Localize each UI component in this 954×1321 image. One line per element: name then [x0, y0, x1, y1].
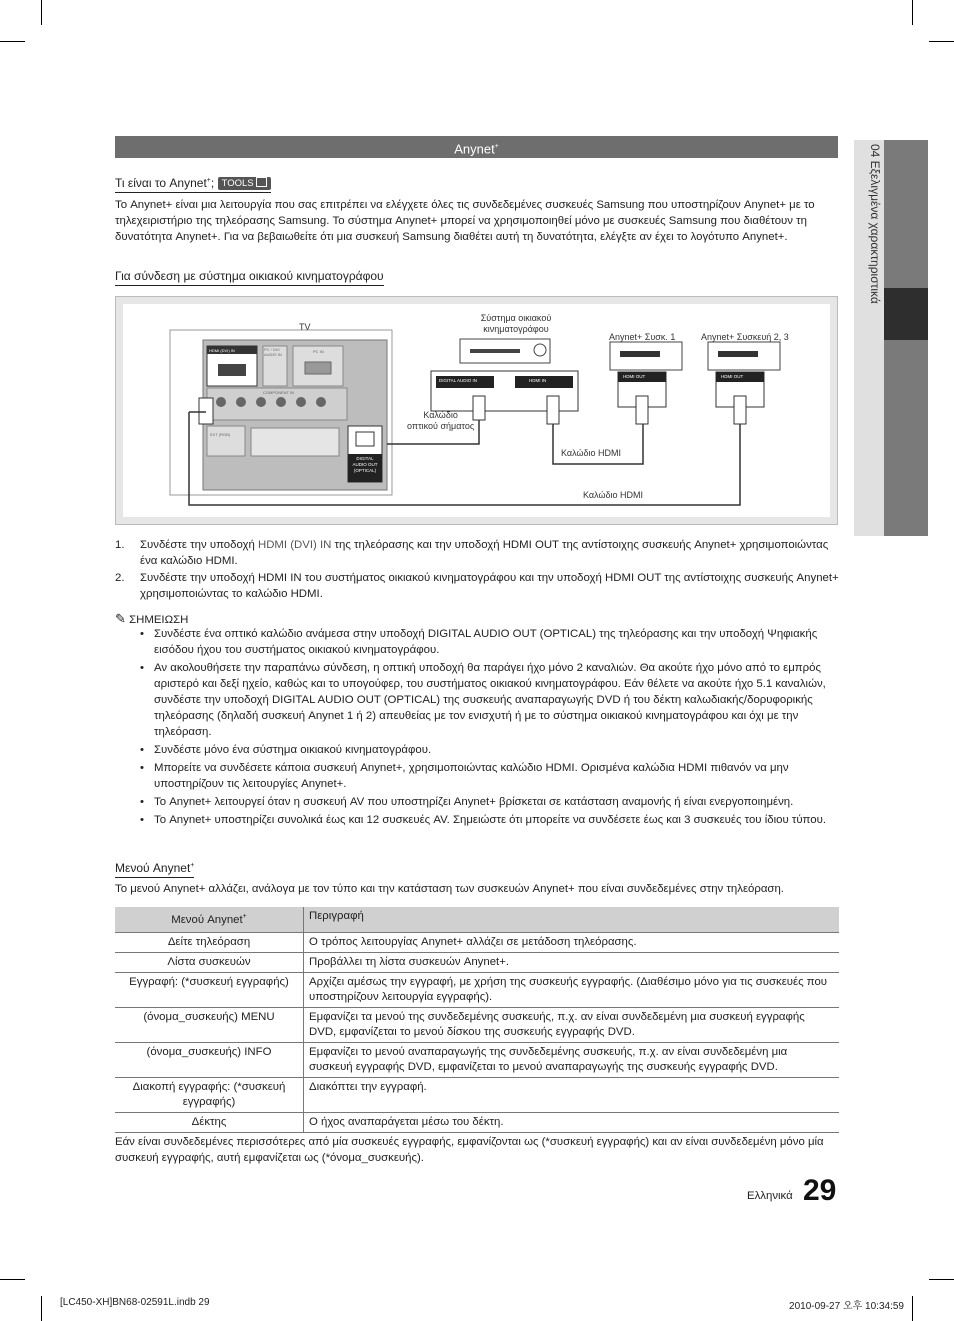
- tv-label: TV: [299, 322, 311, 332]
- menu-heading: Μενού Anynet+: [115, 861, 194, 878]
- hdmi-port-shape: [218, 364, 246, 376]
- note-item: • Το Anynet+ λειτουργεί όταν η συσκευή AV που υποστηρίζει Anynet+ βρίσκεται σε κατάσταση αναμονής ή είναι ενεργοποιημένη.: [140, 794, 840, 810]
- table-header-row: [115, 907, 839, 933]
- crop-mark: [929, 41, 954, 42]
- ht-hdmi-in-label: HDMI IN: [529, 378, 547, 383]
- note-item: • Συνδέστε ένα οπτικό καλώδιο ανάμεσα στην υποδοχή DIGITAL AUDIO OUT (OPTICAL) της τηλεόρασης και την υποδοχή Ψηφιακής εισόδου ήχου του συστήματος οικιακού κινηματογράφου.: [140, 626, 840, 658]
- table-header-menu: Μενού Anynet+: [115, 907, 304, 933]
- tools-button-icon: TOOLS: [218, 177, 271, 190]
- footer-timestamp: 2010-09-27 오후 10:34:59: [789, 1301, 904, 1312]
- chapter-title: 04 Εξελιγμένα χαρακτηριστικά: [868, 144, 882, 304]
- crop-mark: [0, 41, 25, 42]
- optical-cable-label: Καλώδιο οπτικού σήματος: [407, 410, 475, 431]
- footer-file-info: [LC450-XH]BN68-02591L.indb 29: [60, 1297, 210, 1308]
- section-title: Anynet: [454, 141, 495, 157]
- step-item: 1. Συνδέστε την υποδοχή HDMI (DVI) IN της τηλεόρασης και την υποδοχή HDMI OUT της αντίστοιχης συσκευής Anynet+ χρησιμοποιώντας ένα καλώδιο HDMI.: [115, 539, 829, 567]
- ht-digital-audio-in-label: DIGITAL AUDIO IN: [439, 378, 478, 383]
- note-item: • Μπορείτε να συνδέσετε κάποια συσκευή Anynet+, χρησιμοποιώντας καλώδιο HDMI. Ορισμένα καλώδια HDMI πιθανόν να μην υποστηρίζουν τις λειτουργίες Anynet+.: [140, 760, 840, 792]
- notes-list: [140, 626, 840, 830]
- table-row: Διακοπή εγγραφής: (*συσκευή εγγραφής) Διακόπτει την εγγραφή.: [115, 1078, 839, 1113]
- pc-dvi-audio-port-label: PC / DVI AUDIO IN: [264, 347, 282, 357]
- page-number: 29: [803, 1174, 837, 1207]
- connection-diagram: [115, 296, 838, 525]
- table-row: Λίστα συσκευών Προβάλλει τη λίστα συσκευών Anynet+.: [115, 953, 839, 973]
- ext-rgb-port-label: EXT (RGB): [210, 432, 231, 437]
- device23-hdmi-out-label: HDMI OUT: [721, 374, 744, 379]
- device1-hdmi-out-label: HDMI OUT: [623, 374, 646, 379]
- crop-mark: [929, 1279, 954, 1280]
- table-row: (όνομα_συσκευής) MENU Εμφανίζει τα μενού της συνδεδεμένης συσκευής, π.χ. αν είναι συνδεδεμένη μια συσκευή εγγραφής DVD, εμφανίζεται το μενού δίσκου της συσκευής εγγραφής DVD.: [115, 1008, 839, 1043]
- note-item: • Το Anynet+ υποστηρίζει συνολικά έως και 12 συσκευές AV. Σημειώστε ότι μπορείτε να συνδέσετε έως και 3 συσκευές του ίδιου τύπου.: [140, 812, 840, 828]
- table-row: Εγγραφή: (*συσκευή εγγραφής) Αρχίζει αμέσως την εγγραφή, με χρήση της συσκευής εγγραφής. (Διαθέσιμο μόνο για τις συσκευές που υποστηρίζουν λειτουργία εγγραφής).: [115, 973, 839, 1008]
- closing-paragraph: Εάν είναι συνδεδεμένες περισσότερες από μία συσκευές εγγραφής, εμφανίζονται ως (*συσκευή εγγραφής) και αν είναι συνδεδεμένη μόνο μία συσκευή εγγραφής, αυτή εμφανίζεται ως (*όνομα_συσκευής).: [115, 1136, 824, 1164]
- hdmi-cable-b-label: Καλώδιο HDMI: [583, 490, 643, 500]
- crop-mark: [912, 1296, 913, 1321]
- note-heading: ✎ ΣΗΜΕΙΩΣΗ: [115, 611, 189, 626]
- anynet-menu-table: [115, 907, 839, 1133]
- hdmi-dvi-in-port-label: HDMI (DVI) IN: [209, 348, 235, 353]
- intro-paragraph: Το Anynet+ είναι μια λειτουργία που σας επιτρέπει να ελέγχετε όλες τις συνδεδεμένες συσκευές Samsung που υποστηρίζουν Anynet+ με το τηλεχειριστήριο της τηλεόρασης Samsung. Το σύστημα Anynet+ μπορεί να χρησιμοποιηθεί μόνο με συσκευές Samsung που διαθέτουν τη δυνατότητα Anynet+. Για να βεβαιωθείτε ότι μια συσκευή Samsung διαθέτει αυτή τη δυνατότητα, ελέγξτε αν έχει το λογότυπο Anynet+.: [115, 199, 815, 243]
- digital-audio-out-port-label: DIGITAL AUDIO OUT (OPTICAL): [352, 456, 378, 473]
- crop-mark: [41, 1296, 42, 1321]
- device23-label: Anynet+ Συσκευή 2, 3: [701, 332, 789, 342]
- crop-mark: [41, 0, 42, 25]
- crop-mark: [912, 0, 913, 25]
- note-item: • Αν ακολουθήσετε την παραπάνω σύνδεση, η οπτική υποδοχή θα παράγει ήχο μόνο 2 καναλιών. Θα ακούτε ήχο μόνο από το εμπρός αριστερό και δεξί ηχείο, καθώς και το υπογούφερ, του συστήματος οικιακού κινηματογράφου. Εάν θέλετε να ακούτε ήχο 5.1 καναλιών, συνδέστε την υποδοχή DIGITAL AUDIO OUT (OPTICAL) της συσκευής αναπαραγωγής DVD ή του δέκτη καλωδιακής/δορυφορικής τηλεόρασης (δηλαδή συσκευή Anynet 1 ή 2) απευθείας με τον ενισχυτή ή με το σύστημα οικιακού κινηματογράφου και όχι με την τηλεόραση.: [140, 660, 840, 740]
- pc-in-port-label: PC IN: [313, 349, 324, 354]
- menu-intro: Το μενού Anynet+ αλλάζει, ανάλογα με τον τύπο και την κατάσταση των συσκευών Anynet+ που είναι συνδεδεμένες στην τηλεόραση.: [115, 883, 784, 895]
- table-row: Δέκτης Ο ήχος αναπαράγεται μέσω του δέκτη.: [115, 1113, 839, 1133]
- intro-heading: Τι είναι το Anynet+; TOOLS: [115, 176, 271, 193]
- chapter-side-tab: [854, 140, 928, 536]
- device1-label: Anynet+ Συσκ. 1: [609, 332, 676, 342]
- hdmi-cable-a-label: Καλώδιο HDMI: [561, 448, 621, 458]
- table-row: Δείτε τηλεόραση Ο τρόπος λειτουργίας Anynet+ αλλάζει σε μετάδοση τηλεόρασης.: [115, 933, 839, 953]
- note-item: • Συνδέστε μόνο ένα σύστημα οικιακού κινηματογράφου.: [140, 742, 840, 758]
- table-row: (όνομα_συσκευής) INFO Εμφανίζει το μενού αναπαραγωγής της συνδεδεμένης συσκευής, π.χ. αν είναι συνδεδεμένη μια συσκευή εγγραφής DVD, εμφανίζεται το μενού αναπαραγωγής της συσκευής εγγραφής DVD.: [115, 1043, 839, 1078]
- language-label: Ελληνικά: [747, 1190, 793, 1202]
- pencil-icon: ✎: [115, 611, 126, 626]
- home-theater-label: Σύστημα οικιακού κινηματογράφου: [480, 313, 552, 334]
- component-in-port-label: COMPONENT IN: [263, 390, 295, 395]
- connect-heading: Για σύνδεση με σύστημα οικιακού κινηματογράφου: [115, 269, 384, 286]
- table-header-description: Περιγραφή: [304, 907, 840, 933]
- step-item: 2. Συνδέστε την υποδοχή HDMI IN του συστήματος οικιακού κινηματογράφου και την υποδοχή HDMI OUT της αντίστοιχης συσκευής Anynet+ χρησιμοποιώντας το καλώδιο HDMI.: [115, 572, 839, 600]
- crop-mark: [0, 1279, 25, 1280]
- steps-list: [115, 537, 840, 603]
- section-title-bar: Anynet+: [115, 136, 838, 158]
